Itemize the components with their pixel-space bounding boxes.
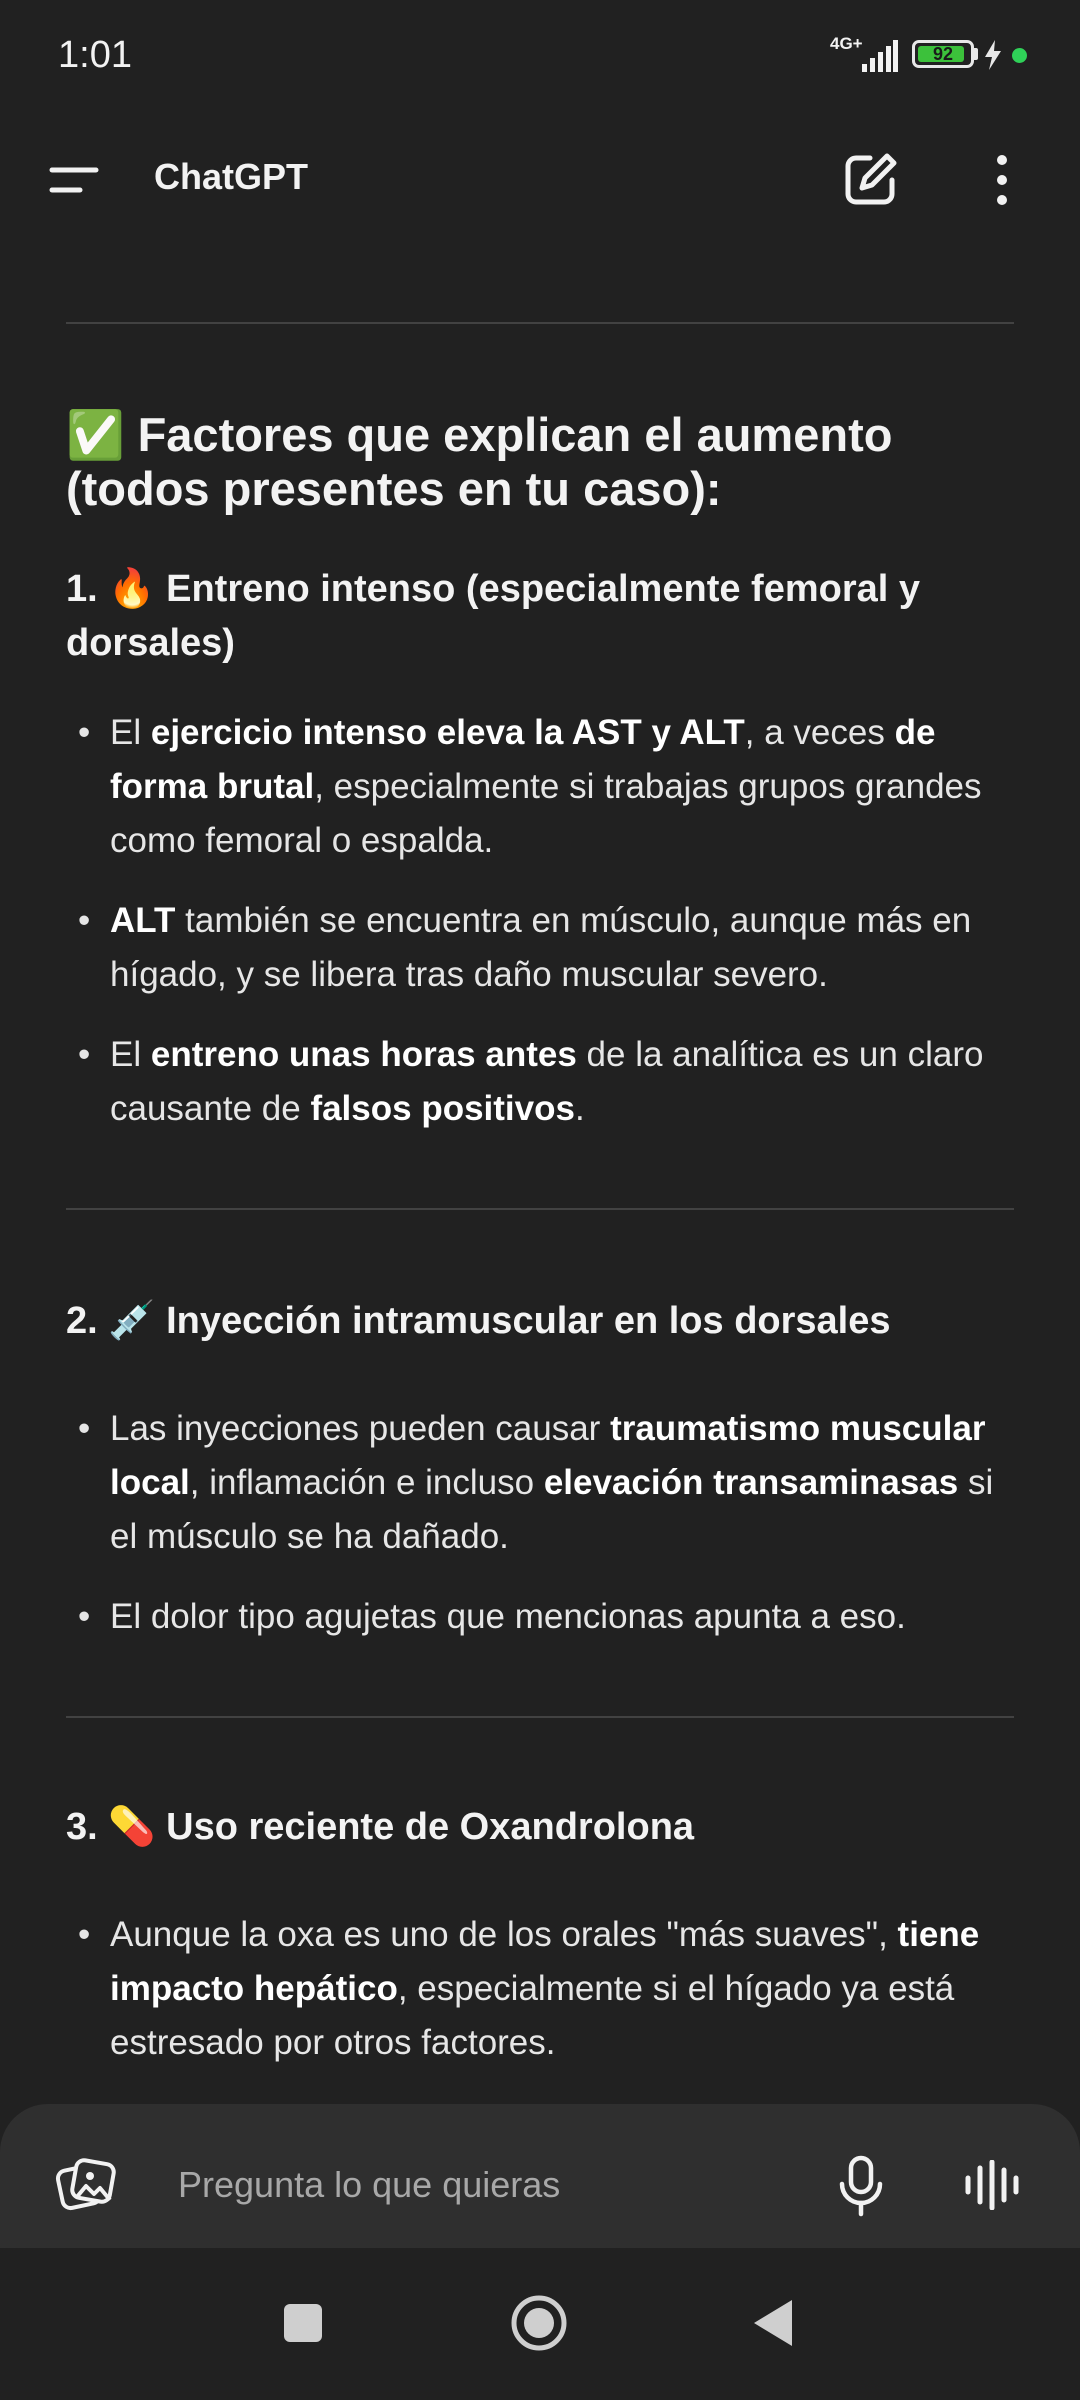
divider — [66, 1208, 1014, 1210]
network-type: 4G+ — [830, 34, 863, 53]
prompt-input[interactable] — [176, 2146, 800, 2224]
bullet-list — [66, 1908, 1014, 2070]
charging-bolt-icon — [984, 40, 1002, 70]
voice-mode-icon[interactable] — [962, 2160, 1022, 2210]
composer-bar — [0, 2104, 1080, 2248]
battery-level: 92 — [932, 44, 954, 64]
chat-content[interactable] — [0, 250, 1080, 2110]
more-vertical-icon[interactable] — [980, 150, 1024, 210]
privacy-indicator-dot — [1012, 48, 1027, 63]
bullet-item: • ALT también se encuentra en músculo, aunque más en hígado, y se libera tras daño muscular severo. — [66, 894, 1014, 1002]
divider — [66, 1716, 1014, 1718]
bullet-item: • El ejercicio intenso eleva la AST y ALT, a veces de forma brutal, especialmente si trabajas grupos grandes como femoral o espalda. — [66, 706, 1014, 868]
microphone-icon[interactable] — [836, 2154, 886, 2218]
app-title[interactable]: ChatGPT — [154, 156, 309, 197]
bold-text: tiene impacto hepático — [110, 1915, 980, 2008]
back-triangle-icon[interactable] — [752, 2298, 794, 2348]
battery-icon — [912, 40, 974, 68]
bullet-list — [66, 1402, 1014, 1644]
assistant-message — [66, 250, 1014, 2096]
bullet-item: • Aunque la oxa es uno de los orales "más suaves", tiene impacto hepático, especialmente si el hígado ya está estresado por otros factores. — [66, 1908, 1014, 2070]
attach-image-icon[interactable] — [54, 2154, 118, 2218]
app-header — [0, 110, 1080, 250]
bullet-item: • El entreno unas horas antes de la analítica es un claro causante de falsos positivos. — [66, 1028, 1014, 1136]
section-title: 3. 💊 Uso reciente de Oxandrolona — [66, 1806, 695, 1848]
recents-square-icon[interactable] — [284, 2304, 322, 2342]
bullet-item: • El dolor tipo agujetas que mencionas apunta a eso. — [66, 1590, 1014, 1644]
bold-text: elevación transaminasas — [543, 1463, 959, 1502]
status-bar — [0, 0, 1080, 110]
message-heading: ✅ Factores que explican el aumento (todos presentes en tu caso): — [66, 408, 893, 515]
signal-icon — [862, 40, 898, 72]
bold-text: de forma brutal — [110, 713, 936, 806]
divider — [66, 322, 1014, 324]
bold-text: entreno unas horas antes — [150, 1035, 577, 1074]
section-title: 1. 🔥 Entreno intenso (especialmente femoral y dorsales) — [66, 568, 920, 664]
menu-icon[interactable] — [48, 160, 100, 200]
battery-tip — [974, 48, 978, 60]
system-navigation-bar — [0, 2248, 1080, 2400]
section-title: 2. 💉 Inyección intramuscular en los dorsales — [66, 1300, 891, 1342]
bold-text: falsos positivos — [310, 1089, 575, 1128]
bold-text: ejercicio intenso eleva la AST y ALT — [150, 713, 745, 752]
bold-text: ALT — [110, 901, 176, 940]
new-chat-icon[interactable] — [840, 150, 900, 210]
bullet-list — [66, 706, 1014, 1136]
bold-text: traumatismo muscular local — [110, 1409, 986, 1502]
status-time: 1:01 — [58, 34, 132, 76]
home-circle-icon[interactable] — [510, 2294, 568, 2352]
bullet-item: • Las inyecciones pueden causar traumatismo muscular local, inflamación e incluso elevación transaminasas si el músculo se ha dañado. — [66, 1402, 1014, 1564]
